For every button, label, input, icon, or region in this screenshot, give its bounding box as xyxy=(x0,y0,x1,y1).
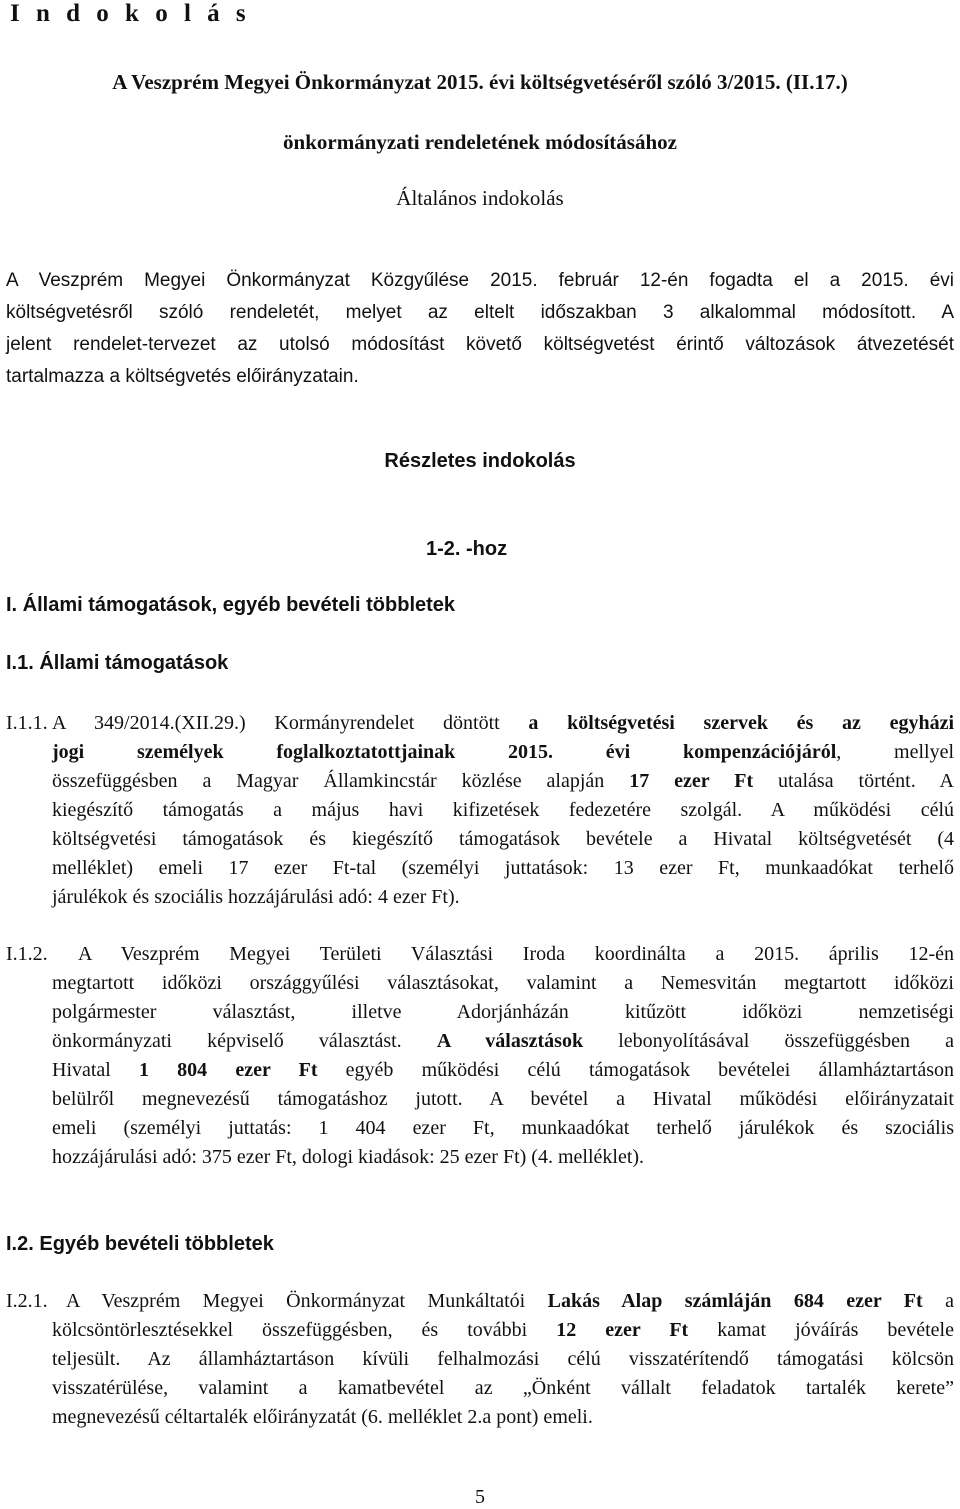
paragraph-number: I.2.1. xyxy=(6,1290,48,1312)
paragraph-line: A Veszprém Megyei Területi Választási Iroda koordinálta a 2015. április 12-én xyxy=(78,943,954,965)
paragraph-line: kiegészítő támogatás a május havi kifizetések fedezetére szolgál. A működési célú xyxy=(52,799,954,821)
paragraph-line: költségvetési támogatások és kiegészítő támogatások bevétele a Hivatal költségvetését (4 xyxy=(52,828,954,850)
paragraph-line: emeli (személyi juttatás: 1 404 ezer Ft, munkaadókat terhelő járulékok és szociális xyxy=(52,1117,954,1139)
paragraph-number: I.1.1. xyxy=(6,712,48,734)
paragraph-line: hozzájárulási adó: 375 ezer Ft, dologi kiadások: 25 ezer Ft) (4. melléklet). xyxy=(52,1146,645,1168)
section-reference: 1-2. -hoz xyxy=(426,538,508,560)
paragraph-number: I.1.2. xyxy=(6,943,48,965)
paragraph-line: Hivatal 1 804 ezer Ft egyéb működési célú támogatások bevételei államháztartáson xyxy=(52,1059,955,1081)
section-1-2-title: I.2. Egyéb bevételi többletek xyxy=(6,1233,274,1255)
general-paragraph-line: jelent rendelet-tervezet az utolsó módosítást követő költségvetést érintő változások átvezetését xyxy=(6,334,954,355)
paragraph-line: A 349/2014.(XII.29.) Kormányrendelet döntött a költségvetési szervek és az egyházi xyxy=(52,712,955,734)
general-heading: Általános indokolás xyxy=(396,186,564,210)
paragraph-line: kölcsöntörlesztésekkel összefüggésben, és további 12 ezer Ft kamat jóváírás bevétele xyxy=(52,1319,954,1341)
document-title: I n d o k o l á s xyxy=(10,0,251,27)
paragraph-line: teljesült. Az államháztartáson kívüli felhalmozási célú visszatérítendő támogatási kölcsön xyxy=(52,1348,954,1370)
paragraph-line: megtartott időközi országgyűlési választásokat, valamint a Nemesvitán megtartott időközi xyxy=(52,972,954,994)
paragraph-line: melléklet) emeli 17 ezer Ft-tal (személyi juttatások: 13 ezer Ft, munkaadókat terhelő xyxy=(52,857,954,879)
paragraph-line: visszatérülése, valamint a kamatbevétel az „Önként vállalt feladatok tartalék kerete” xyxy=(52,1377,954,1399)
paragraph-line: összefüggésben a Magyar Államkincstár közlése alapján 17 ezer Ft utalása történt. A xyxy=(52,770,955,792)
section-1-1-title: I.1. Állami támogatások xyxy=(6,652,229,674)
page-number: 5 xyxy=(475,1486,485,1508)
paragraph-line: önkormányzati képviselő választást. A választások lebonyolításával összefüggésben a xyxy=(52,1030,955,1052)
paragraph-line: polgármester választást, illetve Adorjánházán kitűzött időközi nemzetiségi xyxy=(52,1001,954,1023)
paragraph-line: megnevezésű céltartalék előirányzatát (6. melléklet 2.a pont) emeli. xyxy=(52,1406,593,1428)
heading-line-1: A Veszprém Megyei Önkormányzat 2015. évi költségvetéséről szóló 3/2015. (II.17.) xyxy=(112,70,848,94)
general-paragraph-line: tartalmazza a költségvetés előirányzatain. xyxy=(6,366,359,387)
heading-line-2: önkormányzati rendeletének módosításához xyxy=(283,130,677,154)
paragraph-line: belülről megnevezésű támogatáshoz jutott. A bevétel a Hivatal működési előirányzatait xyxy=(52,1088,954,1110)
general-paragraph-line: költségvetésről szóló rendeletét, melyet az eltelt időszakban 3 alkalommal módosított. A xyxy=(6,302,954,323)
detailed-heading: Részletes indokolás xyxy=(384,450,576,472)
paragraph-line: járulékok és szociális hozzájárulási adó: 4 ezer Ft). xyxy=(52,886,460,908)
section-1-title: I. Állami támogatások, egyéb bevételi többletek xyxy=(6,594,456,616)
paragraph-line: jogi személyek foglalkoztatottjainak 2015. évi kompenzációjáról, mellyel xyxy=(52,741,955,763)
general-paragraph-line: A Veszprém Megyei Önkormányzat Közgyűlése 2015. február 12-én fogadta el a 2015. évi xyxy=(6,270,954,291)
paragraph-line: A Veszprém Megyei Önkormányzat Munkáltatói Lakás Alap számláján 684 ezer Ft a xyxy=(66,1290,954,1312)
